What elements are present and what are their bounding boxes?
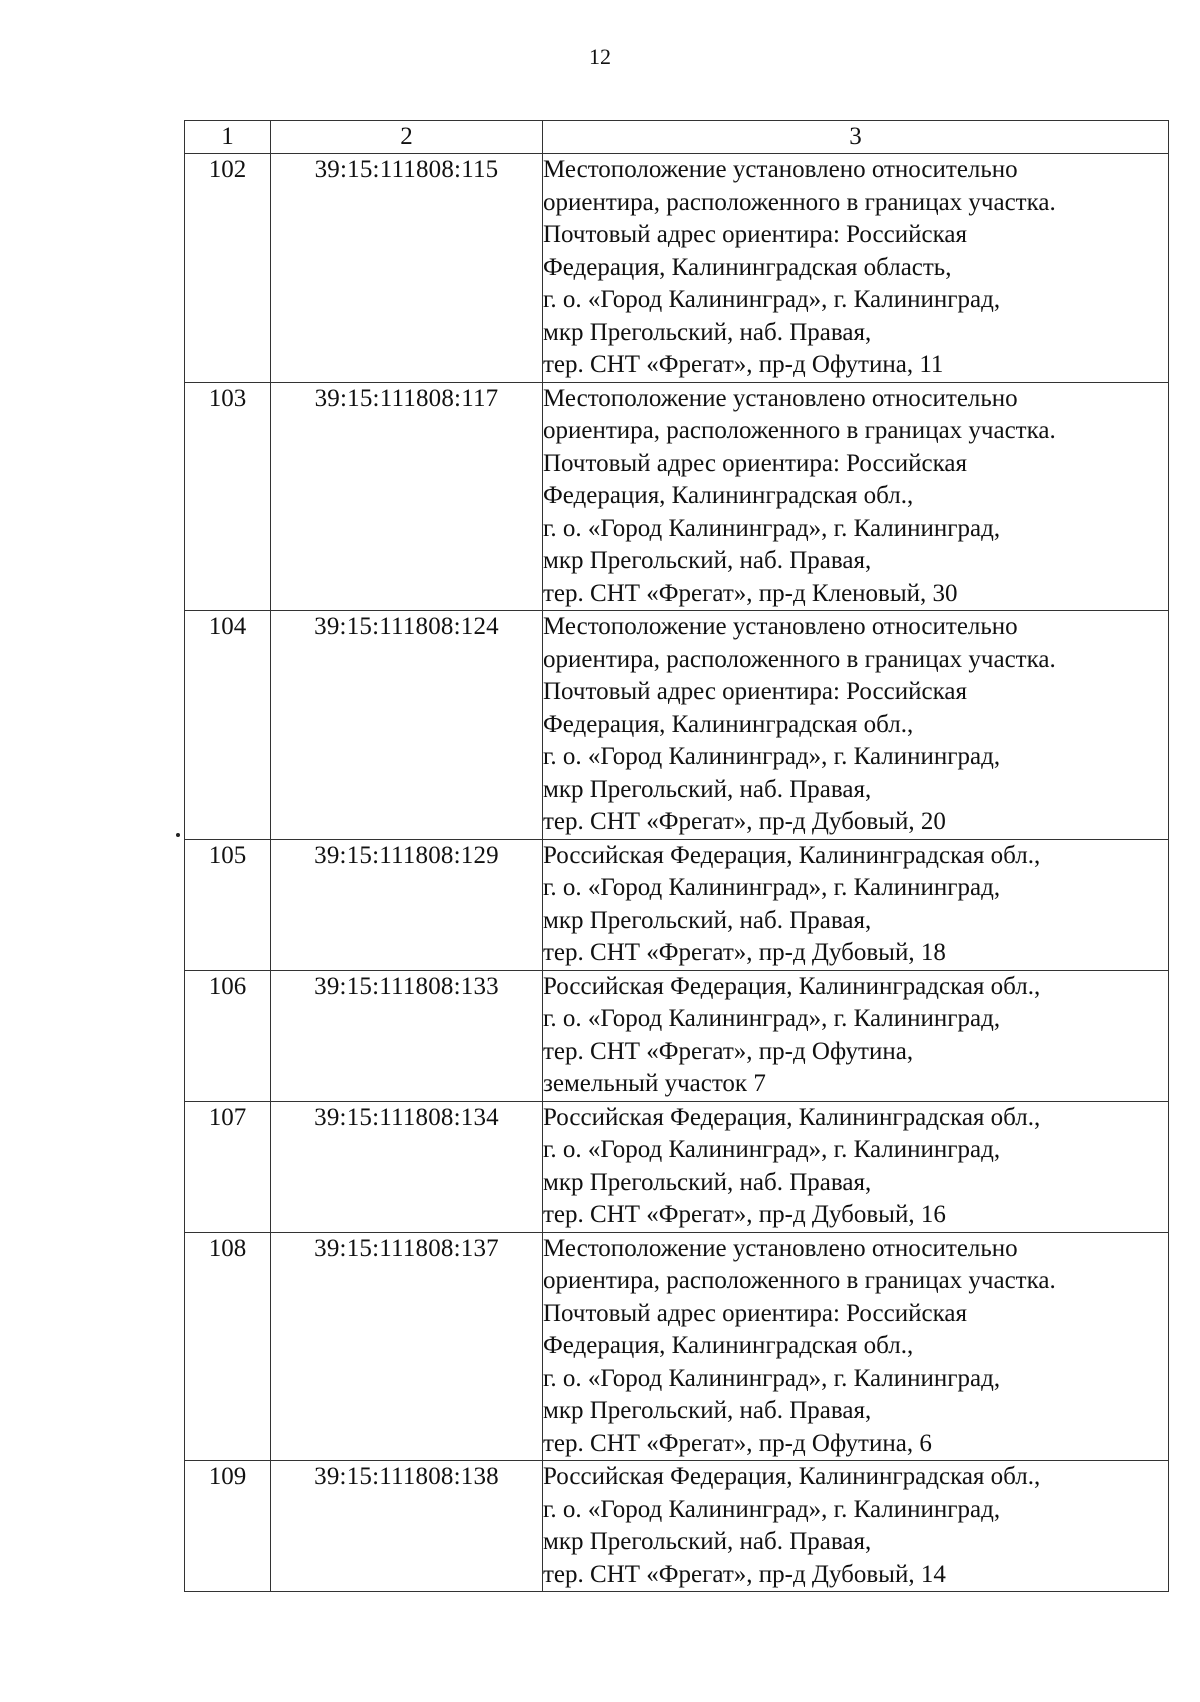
- address-line: Почтовый адрес ориентира: Российская: [543, 449, 967, 477]
- address-line: тер. СНТ «Фрегат», пр-д Офутина,: [543, 1037, 914, 1065]
- address-line: г. о. «Город Калининград», г. Калининград,: [543, 1364, 1001, 1392]
- address-line: г. о. «Город Калининград», г. Калининград,: [543, 743, 1001, 770]
- table-row: [185, 1232, 1169, 1461]
- address-cell: [543, 1461, 1169, 1592]
- address-line: Почтовый адрес ориентира: Российская: [543, 221, 967, 248]
- cadastral-number: 39:15:111808:133: [271, 970, 543, 1101]
- address-line: Почтовый адрес ориентира: Российская: [543, 1299, 967, 1327]
- address-cell: [543, 1232, 1169, 1461]
- table-row: [185, 1101, 1169, 1232]
- address-line: Местоположение установлено относительно: [543, 613, 1018, 640]
- cadastral-number: 39:15:111808:134: [271, 1101, 543, 1232]
- registry-body: [185, 154, 1169, 1592]
- address-line: ориентира, расположенного в границах участка.: [543, 645, 1056, 673]
- address-line: мкр Прегольский, наб. Правая,: [543, 1168, 872, 1196]
- address-line: мкр Прегольский, наб. Правая,: [543, 1397, 872, 1424]
- address-line: г. о. «Город Калининград», г. Калининград,: [543, 1005, 1001, 1032]
- address-line: тер. СНТ «Фрегат», пр-д Офутина, 6: [543, 1429, 932, 1457]
- address-cell: [543, 839, 1169, 970]
- address-line: Российская Федерация, Калининградская обл.,: [543, 1103, 1041, 1131]
- address-line: мкр Прегольский, наб. Правая,: [543, 318, 872, 346]
- header-col-number: 1: [185, 121, 271, 154]
- cadastral-number: 39:15:111808:115: [271, 154, 543, 383]
- address-line: Российская Федерация, Калининградская обл.,: [543, 841, 1041, 869]
- address-cell: [543, 1101, 1169, 1232]
- address-line: Почтовый адрес ориентира: Российская: [543, 678, 967, 705]
- address-line: ориентира, расположенного в границах участка.: [543, 1267, 1056, 1294]
- address-cell: [543, 611, 1169, 840]
- address-line: тер. СНТ «Фрегат», пр-д Дубовый, 20: [543, 808, 946, 835]
- table-row: [185, 154, 1169, 383]
- address-line: г. о. «Город Калининград», г. Калининград,: [543, 1136, 1001, 1163]
- cadastral-number: 39:15:111808:117: [271, 382, 543, 611]
- header-col-cadastral: 2: [271, 121, 543, 154]
- address-line: г. о. «Город Калининград», г. Калининград,: [543, 1495, 1001, 1523]
- address-line: мкр Прегольский, наб. Правая,: [543, 547, 872, 574]
- page-number: 12: [589, 44, 611, 69]
- cadastral-number: 39:15:111808:137: [271, 1232, 543, 1461]
- address-line: г. о. «Город Калининград», г. Калининград,: [543, 874, 1001, 901]
- table-row: [185, 382, 1169, 611]
- address-cell: [543, 154, 1169, 383]
- cadastral-number: 39:15:111808:129: [271, 839, 543, 970]
- table-row: [185, 839, 1169, 970]
- registry-table: [184, 120, 1169, 1592]
- row-number: 109: [185, 1461, 271, 1592]
- address-line: Федерация, Калининградская обл.,: [543, 482, 914, 509]
- header-col-address: 3: [543, 121, 1169, 154]
- address-line: Российская Федерация, Калининградская обл.,: [543, 1463, 1041, 1490]
- address-line: ориентира, расположенного в границах участка.: [543, 417, 1056, 444]
- address-line: тер. СНТ «Фрегат», пр-д Дубовый, 18: [543, 939, 946, 966]
- cadastral-number: 39:15:111808:124: [271, 611, 543, 840]
- address-line: мкр Прегольский, наб. Правая,: [543, 775, 872, 803]
- row-number: 102: [185, 154, 271, 383]
- row-number: 103: [185, 382, 271, 611]
- address-cell: [543, 382, 1169, 611]
- address-line: ориентира, расположенного в границах участка.: [543, 188, 1056, 216]
- address-line: тер. СНТ «Фрегат», пр-д Офутина, 11: [543, 351, 944, 378]
- address-line: Местоположение установлено относительно: [543, 384, 1018, 412]
- address-line: Федерация, Калининградская область,: [543, 253, 952, 281]
- address-line: тер. СНТ «Фрегат», пр-д Дубовый, 16: [543, 1201, 946, 1228]
- address-line: тер. СНТ «Фрегат», пр-д Кленовый, 30: [543, 579, 958, 607]
- row-number: 106: [185, 970, 271, 1101]
- address-cell: [543, 970, 1169, 1101]
- address-line: Российская Федерация, Калининградская обл.,: [543, 972, 1041, 1000]
- row-number: 108: [185, 1232, 271, 1461]
- address-line: мкр Прегольский, наб. Правая,: [543, 906, 872, 934]
- address-line: Местоположение установлено относительно: [543, 156, 1018, 183]
- address-line: Федерация, Калининградская обл.,: [543, 1332, 914, 1359]
- margin-dot: [176, 833, 180, 837]
- row-number: 105: [185, 839, 271, 970]
- table-row: [185, 611, 1169, 840]
- address-line: мкр Прегольский, наб. Правая,: [543, 1528, 872, 1555]
- table-row: [185, 970, 1169, 1101]
- address-line: земельный участок 7: [543, 1070, 766, 1097]
- table-row: [185, 1461, 1169, 1592]
- address-line: Местоположение установлено относительно: [543, 1234, 1018, 1262]
- address-line: г. о. «Город Калининград», г. Калининград,: [543, 514, 1001, 542]
- row-number: 104: [185, 611, 271, 840]
- address-line: тер. СНТ «Фрегат», пр-д Дубовый, 14: [543, 1560, 946, 1588]
- header-row: [185, 121, 1169, 154]
- address-line: г. о. «Город Калининград», г. Калининград,: [543, 286, 1001, 313]
- row-number: 107: [185, 1101, 271, 1232]
- address-line: Федерация, Калининградская обл.,: [543, 710, 914, 738]
- cadastral-number: 39:15:111808:138: [271, 1461, 543, 1592]
